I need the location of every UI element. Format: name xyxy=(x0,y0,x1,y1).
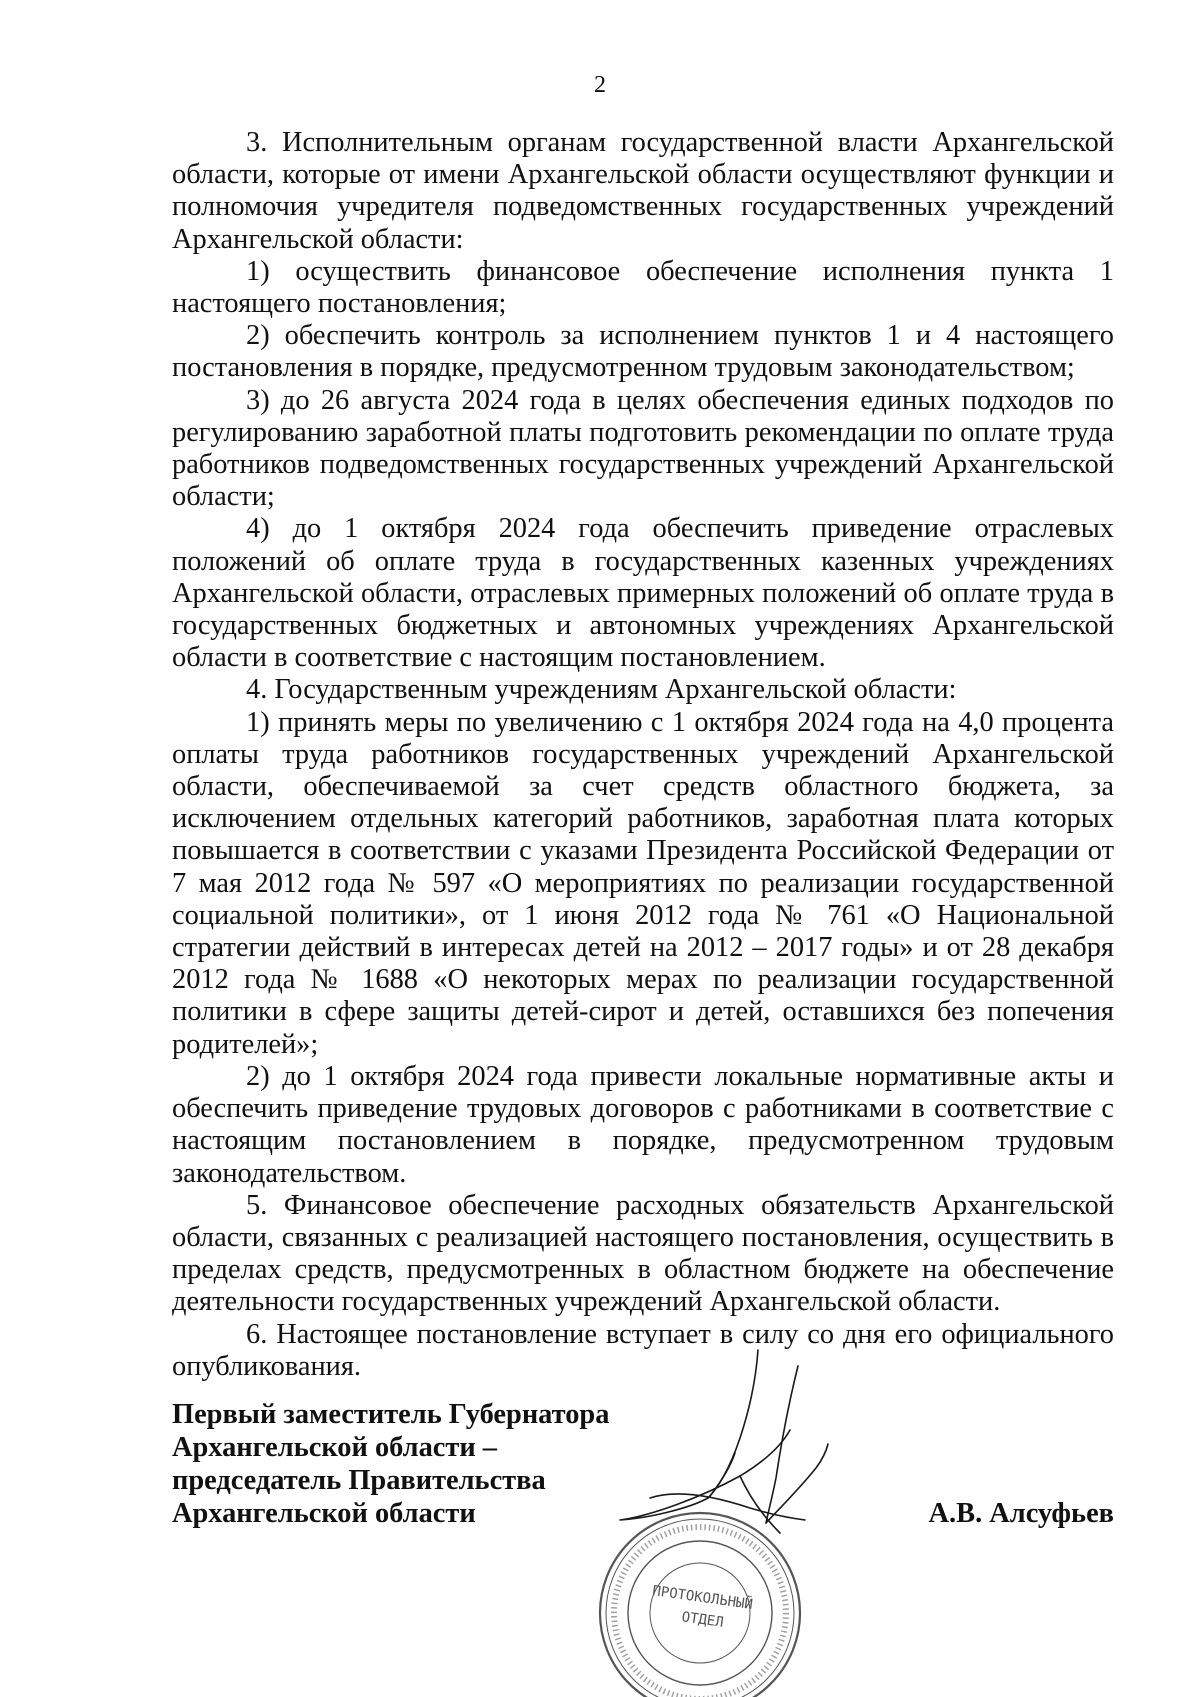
paragraph-3-1: 1) осуществить финансовое обеспечение исполнения пункта 1 настоящего постановления; xyxy=(172,255,1114,320)
stamp-text-line1: ПРОТОКОЛЬНЫЙ xyxy=(651,1583,754,1614)
official-stamp xyxy=(590,1508,810,1697)
paragraph-5: 5. Финансовое обеспечение расходных обязательств Архангельской области, связанных с реализацией настоящего постановления, осуществить в пределах средств, предусмотренных в областном бюджете на обеспечение деятельности государственных учреждений Архангельской области. xyxy=(172,1189,1114,1318)
signatory-position-line: председатель Правительства xyxy=(172,1465,546,1496)
signatory-position-line: Архангельской области – xyxy=(172,1432,497,1463)
stamp-text-line2: ОТДЕЛ xyxy=(680,1609,725,1631)
page-number: 2 xyxy=(594,72,606,98)
signatory-position xyxy=(172,1398,672,1530)
paragraph-3-2: 2) обеспечить контроль за исполнением пунктов 1 и 4 настоящего постановления в порядке, предусмотренном трудовым законодательством; xyxy=(172,320,1114,384)
paragraph-4-1: 1) принять меры по увеличению с 1 октября 2024 года на 4,0 процента оплаты труда работников государственных учреждений Архангельской области, обеспечиваемой за счет средств областного бюджета, за исключением отдельных категорий работников, заработная плата которых повышается в соответствии с указами Президента Российской Федерации от 7 мая 2012 года № 597 «О мероприятиях по реализации государственной социальной политики», от 1 июня 2012 года № 761 «О Национальной стратегии действий в интересах детей на 2012 – 2017 годы» и от 28 декабря 2012 года № 1688 «О некоторых мерах по реализации государственной политики в сфере защиты детей-сирот и детей, оставшихся без попечения родителей»; xyxy=(172,706,1114,1060)
paragraph-3-3: 3) до 26 августа 2024 года в целях обеспечения единых подходов по регулированию заработной платы подготовить рекомендации по оплате труда работников подведомственных государственных учреждений Архангельской области; xyxy=(172,384,1114,513)
signatory-name: А.В. Алсуфьев xyxy=(928,1498,1114,1529)
paragraph-6: 6. Настоящее постановление вступает в силу со дня его официального опубликования. xyxy=(172,1318,1114,1382)
paragraph-4: 4. Государственным учреждениям Архангельской области: xyxy=(246,674,957,706)
signatory-position-line: Архангельской области xyxy=(172,1498,476,1529)
document-body xyxy=(172,127,1114,1383)
paragraph-4-2: 2) до 1 октября 2024 года привести локальные нормативные акты и обеспечить приведение трудовых договоров с работниками в соответствие с настоящим постановлением в порядке, предусмотренном трудовым законодательством. xyxy=(172,1060,1114,1189)
paragraph-3-4: 4) до 1 октября 2024 года обеспечить приведение отраслевых положений об оплате труда в государственных казенных учреждениях Архангельской области, отраслевых примерных положений об оплате труда в государственных бюджетных и автономных учреждениях Архангельской области в соответствие с настоящим постановлением. xyxy=(172,513,1114,674)
paragraph-3: 3. Исполнительным органам государственной власти Архангельской области, которые от имени Архангельской области осуществляют функции и полномочия учредителя подведомственных государственных учреждений Архангельской области: xyxy=(172,127,1114,255)
signatory-position-line: Первый заместитель Губернатора xyxy=(172,1399,610,1430)
